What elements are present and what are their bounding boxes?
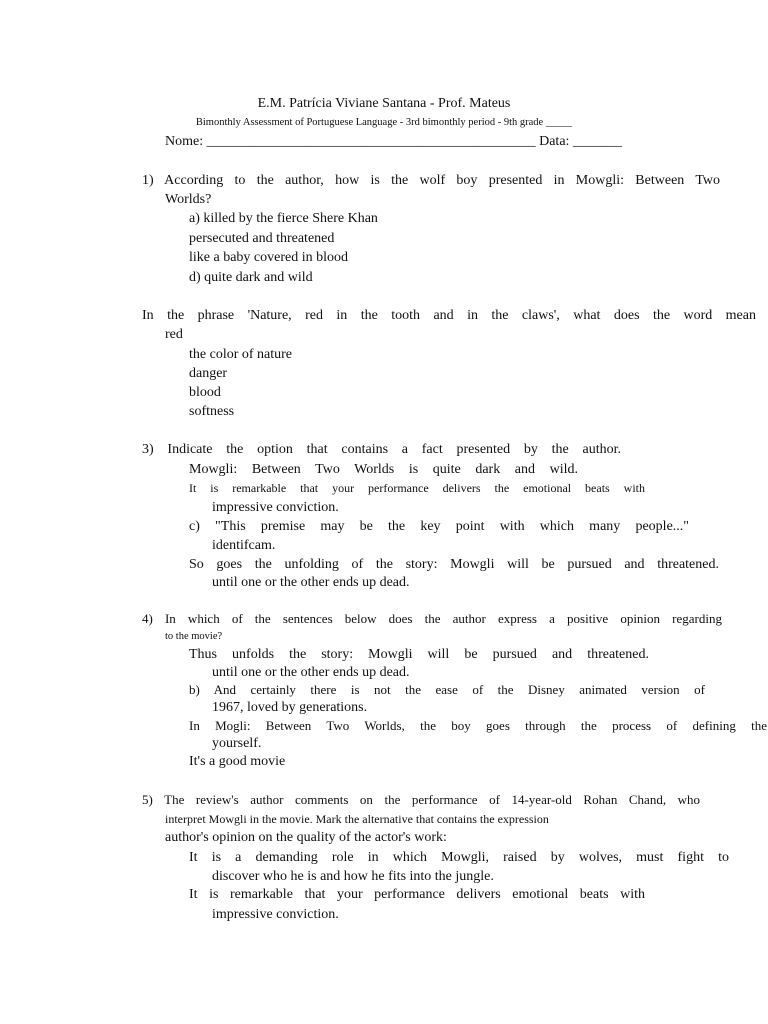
q1-option-a[interactable]: a) killed by the fierce Shere Khan [189, 211, 378, 226]
q1-option-d[interactable]: d) quite dark and wild [189, 270, 313, 285]
q3-option-c-cont: identifcam. [212, 538, 276, 553]
q3-option-c[interactable]: c) "This premise may be the key point with which many people..." [189, 519, 689, 534]
assessment-subtitle: Bimonthly Assessment of Portuguese Language - 3rd bimonthly period - 9th grade _____ [195, 117, 573, 128]
q3-option-d[interactable]: So goes the unfolding of the story: Mowgli will be pursued and threatened. [189, 557, 719, 572]
q3-option-b[interactable]: It is remarkable that your performance delivers the emotional beats with [189, 481, 645, 495]
q2-option-d[interactable]: softness [189, 404, 235, 419]
question-1-text-cont: Worlds? [165, 192, 212, 207]
question-5-text-cont: interpret Mowgli in the movie. Mark the alternative that contains the expression [165, 812, 549, 826]
question-4-text-cont: to the movie? [165, 631, 223, 642]
q1-option-c[interactable]: like a baby covered in blood [189, 250, 349, 265]
q2-option-c[interactable]: blood [189, 385, 221, 400]
q5-option-a[interactable]: It is a demanding role in which Mowgli, raised by wolves, must fight to [189, 850, 729, 865]
question-4-text: 4) In which of the sentences below does the author express a positive opinion regarding [142, 611, 722, 626]
q2-option-b[interactable]: danger [189, 366, 228, 381]
q5-option-b[interactable]: It is remarkable that your performance delivers emotional beats with [189, 887, 645, 902]
question-2-text-cont: red [165, 327, 183, 342]
q3-option-a[interactable]: Mowgli: Between Two Worlds is quite dark and wild. [189, 462, 578, 477]
q3-option-d-cont: until one or the other ends up dead. [212, 575, 410, 590]
question-3-text: 3) Indicate the option that contains a fact presented by the author. [142, 442, 621, 457]
question-1-text: 1) According to the author, how is the wolf boy presented in Mowgli: Between Two [142, 173, 720, 188]
name-date-line[interactable]: Nome: _______________________________________________ Data: _______ [165, 134, 622, 149]
q3-option-b-cont: impressive conviction. [212, 500, 339, 515]
q4-option-c-cont: yourself. [212, 736, 262, 751]
question-5-text-cont-2: author's opinion on the quality of the actor's work: [165, 830, 447, 845]
q2-option-a[interactable]: the color of nature [189, 347, 293, 362]
q1-option-b[interactable]: persecuted and threatened [189, 231, 335, 246]
school-title: E.M. Patrícia Viviane Santana - Prof. Mateus [257, 96, 511, 111]
q5-option-b-cont: impressive conviction. [212, 907, 339, 922]
q5-option-a-cont: discover who he is and how he fits into the jungle. [212, 869, 494, 884]
q4-option-b[interactable]: b) And certainly there is not the ease of the Disney animated version of [189, 682, 705, 697]
question-5-text: 5) The review's author comments on the performance of 14-year-old Rohan Chand, who [142, 792, 700, 807]
q4-option-d[interactable]: It's a good movie [189, 754, 286, 769]
q4-option-b-cont: 1967, loved by generations. [212, 700, 368, 715]
q4-option-c[interactable]: In Mogli: Between Two Worlds, the boy goes through the process of defining the [189, 718, 767, 733]
q4-option-a-cont: until one or the other ends up dead. [212, 665, 410, 680]
q4-option-a[interactable]: Thus unfolds the story: Mowgli will be pursued and threatened. [189, 647, 649, 662]
question-2-text: In the phrase 'Nature, red in the tooth and in the claws', what does the word mean [142, 308, 756, 323]
